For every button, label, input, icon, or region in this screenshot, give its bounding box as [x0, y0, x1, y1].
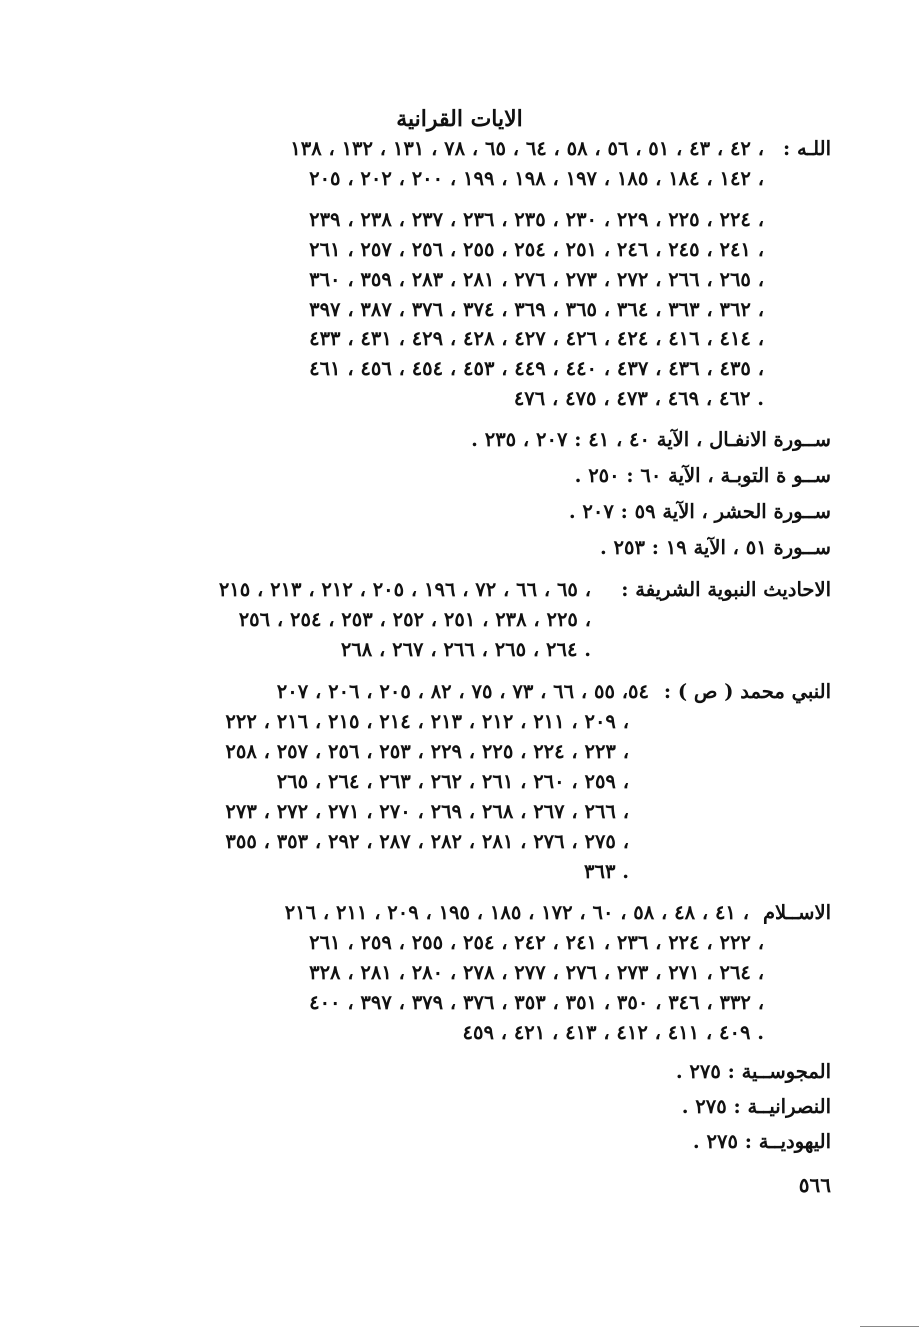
page-title: الايات القرانية [396, 106, 523, 132]
index-line: ٢٤١ ، ٢٤٥ ، ٢٤٦ ، ٢٥١ ، ٢٥٤ ، ٢٥٥ ، ٢٥٦ ، ٢٥٧ ، ٢٦١ ، [309, 238, 764, 261]
index-line: ٢٢٢ ، ٢٢٤ ، ٢٣٦ ، ٢٤١ ، ٢٤٢ ، ٢٥٤ ، ٢٥٥ ، ٢٥٩ ، ٢٦١ ، [309, 931, 764, 954]
index-line: ٢٠٩ ، ٢١١ ، ٢١٢ ، ٢١٣ ، ٢١٤ ، ٢١٥ ، ٢١٦ ، ٢٢٢ ، [225, 710, 629, 733]
other-entry: النصرانيــة : ٢٧٥ . [681, 1095, 831, 1118]
index-line: ٢٦٥ ، ٢٦٦ ، ٢٧٢ ، ٢٧٣ ، ٢٧٦ ، ٢٨١ ، ٢٨٣ ، ٣٥٩ ، ٣٦٠ ، [309, 268, 764, 291]
index-line: ٢٦٦ ، ٢٦٧ ، ٢٦٨ ، ٢٦٩ ، ٢٧٠ ، ٢٧١ ، ٢٧٢ ، ٢٧٣ ، [225, 800, 629, 823]
index-line: ٢٢٥ ، ٢٣٨ ، ٢٥١ ، ٢٥٢ ، ٢٥٣ ، ٢٥٤ ، ٢٥٦ ، [238, 608, 591, 631]
index-line: ٣٦٣ . [584, 860, 629, 883]
index-line: ١٤٢ ، ١٨٤ ، ١٨٥ ، ١٩٧ ، ١٩٨ ، ١٩٩ ، ٢٠٠ ، ٢٠٢ ، ٢٠٥ ، [309, 167, 764, 190]
index-line: ٤١٤ ، ٤١٦ ، ٤٢٤ ، ٤٢٦ ، ٤٢٧ ، ٤٢٨ ، ٤٢٩ ، ٤٣١ ، ٤٣٣ ، [309, 327, 764, 350]
index-line: ٢٢٣ ، ٢٢٤ ، ٢٢٥ ، ٢٢٩ ، ٢٥٣ ، ٢٥٦ ، ٢٥٧ ، ٢٥٨ ، [225, 740, 629, 763]
entry-term-prophet: النبي محمد ( ص ) : [663, 680, 831, 703]
index-line: ٣٣٢ ، ٣٤٦ ، ٣٥٠ ، ٣٥١ ، ٣٥٣ ، ٣٧٦ ، ٣٧٩ ، ٣٩٧ ، ٤٠٠ ، [309, 991, 764, 1014]
index-line: ٢٦٤ ، ٢٦٥ ، ٢٦٦ ، ٢٦٧ ، ٢٦٨ . [340, 638, 591, 661]
surah-entry: ســورة ٥١ ، الآية ١٩ : ٢٥٣ . [599, 536, 831, 559]
entry-term-allah: اللـه : [783, 137, 831, 160]
other-entry: المجوســية : ٢٧٥ . [675, 1060, 831, 1083]
page-number: ٥٦٦ [798, 1173, 831, 1197]
index-line: ٦٥ ، ٦٦ ، ٧٢ ، ١٩٦ ، ٢٠٥ ، ٢١٢ ، ٢١٣ ، ٢١٥ ، [218, 578, 591, 601]
edge-line [860, 1326, 919, 1327]
index-line: ٤١ ، ٤٨ ، ٥٨ ، ٦٠ ، ١٧٢ ، ١٨٥ ، ١٩٥ ، ٢٠٩ ، ٢١١ ، ٢١٦ ، [284, 901, 749, 924]
entry-term-hadith: الاحاديث النبوية الشريفة : [621, 578, 831, 601]
surah-entry: ســورة الانفـال ، الآية ٤٠ ، ٤١ : ٢٠٧ ، ٢٣٥ . [471, 428, 831, 451]
index-line: ٣٦٢ ، ٣٦٣ ، ٣٦٤ ، ٣٦٥ ، ٣٦٩ ، ٣٧٤ ، ٣٧٦ ، ٣٨٧ ، ٣٩٧ ، [309, 298, 764, 321]
index-line: ٢٧٥ ، ٢٧٦ ، ٢٨١ ، ٢٨٢ ، ٢٨٧ ، ٢٩٢ ، ٣٥٣ ، ٣٥٥ ، [225, 830, 629, 853]
surah-entry: ســورة الحشر ، الآية ٥٩ : ٢٠٧ . [568, 500, 831, 523]
surah-entry: ســو ة التوبـة ، الآية ٦٠ : ٢٥٠ . [574, 464, 831, 487]
index-line: ٤٠٩ ، ٤١١ ، ٤١٢ ، ٤١٣ ، ٤٢١ ، ٤٥٩ . [462, 1021, 764, 1044]
index-line: ٤٣٥ ، ٤٣٦ ، ٤٣٧ ، ٤٤٠ ، ٤٤٩ ، ٤٥٣ ، ٤٥٤ ، ٤٥٦ ، ٤٦١ ، [309, 357, 764, 380]
index-line: ٢٢٤ ، ٢٢٥ ، ٢٢٩ ، ٢٣٠ ، ٢٣٥ ، ٢٣٦ ، ٢٣٧ ، ٢٣٨ ، ٢٣٩ ، [309, 208, 764, 231]
index-line: ٤٦٢ ، ٤٦٩ ، ٤٧٣ ، ٤٧٥ ، ٤٧٦ . [513, 387, 764, 410]
index-line: ٢٦٤ ، ٢٧١ ، ٢٧٣ ، ٢٧٦ ، ٢٧٧ ، ٢٧٨ ، ٢٨٠ ، ٢٨١ ، ٣٢٨ ، [309, 961, 764, 984]
index-line: ٤٢ ، ٤٣ ، ٥١ ، ٥٦ ، ٥٨ ، ٦٤ ، ٦٥ ، ٧٨ ، ١٣١ ، ١٣٢ ، ١٣٨ ، [290, 137, 764, 160]
index-line: ٢٥٩ ، ٢٦٠ ، ٢٦١ ، ٢٦٢ ، ٢٦٣ ، ٢٦٤ ، ٢٦٥ ، [276, 770, 629, 793]
other-entry: اليهوديــة : ٢٧٥ . [692, 1130, 831, 1153]
entry-term-islam: الاســلام [762, 901, 831, 924]
index-line: ٥٤، ٥٥ ، ٦٦ ، ٧٣ ، ٧٥ ، ٨٢ ، ٢٠٥ ، ٢٠٦ ، ٢٠٧ [276, 680, 649, 703]
